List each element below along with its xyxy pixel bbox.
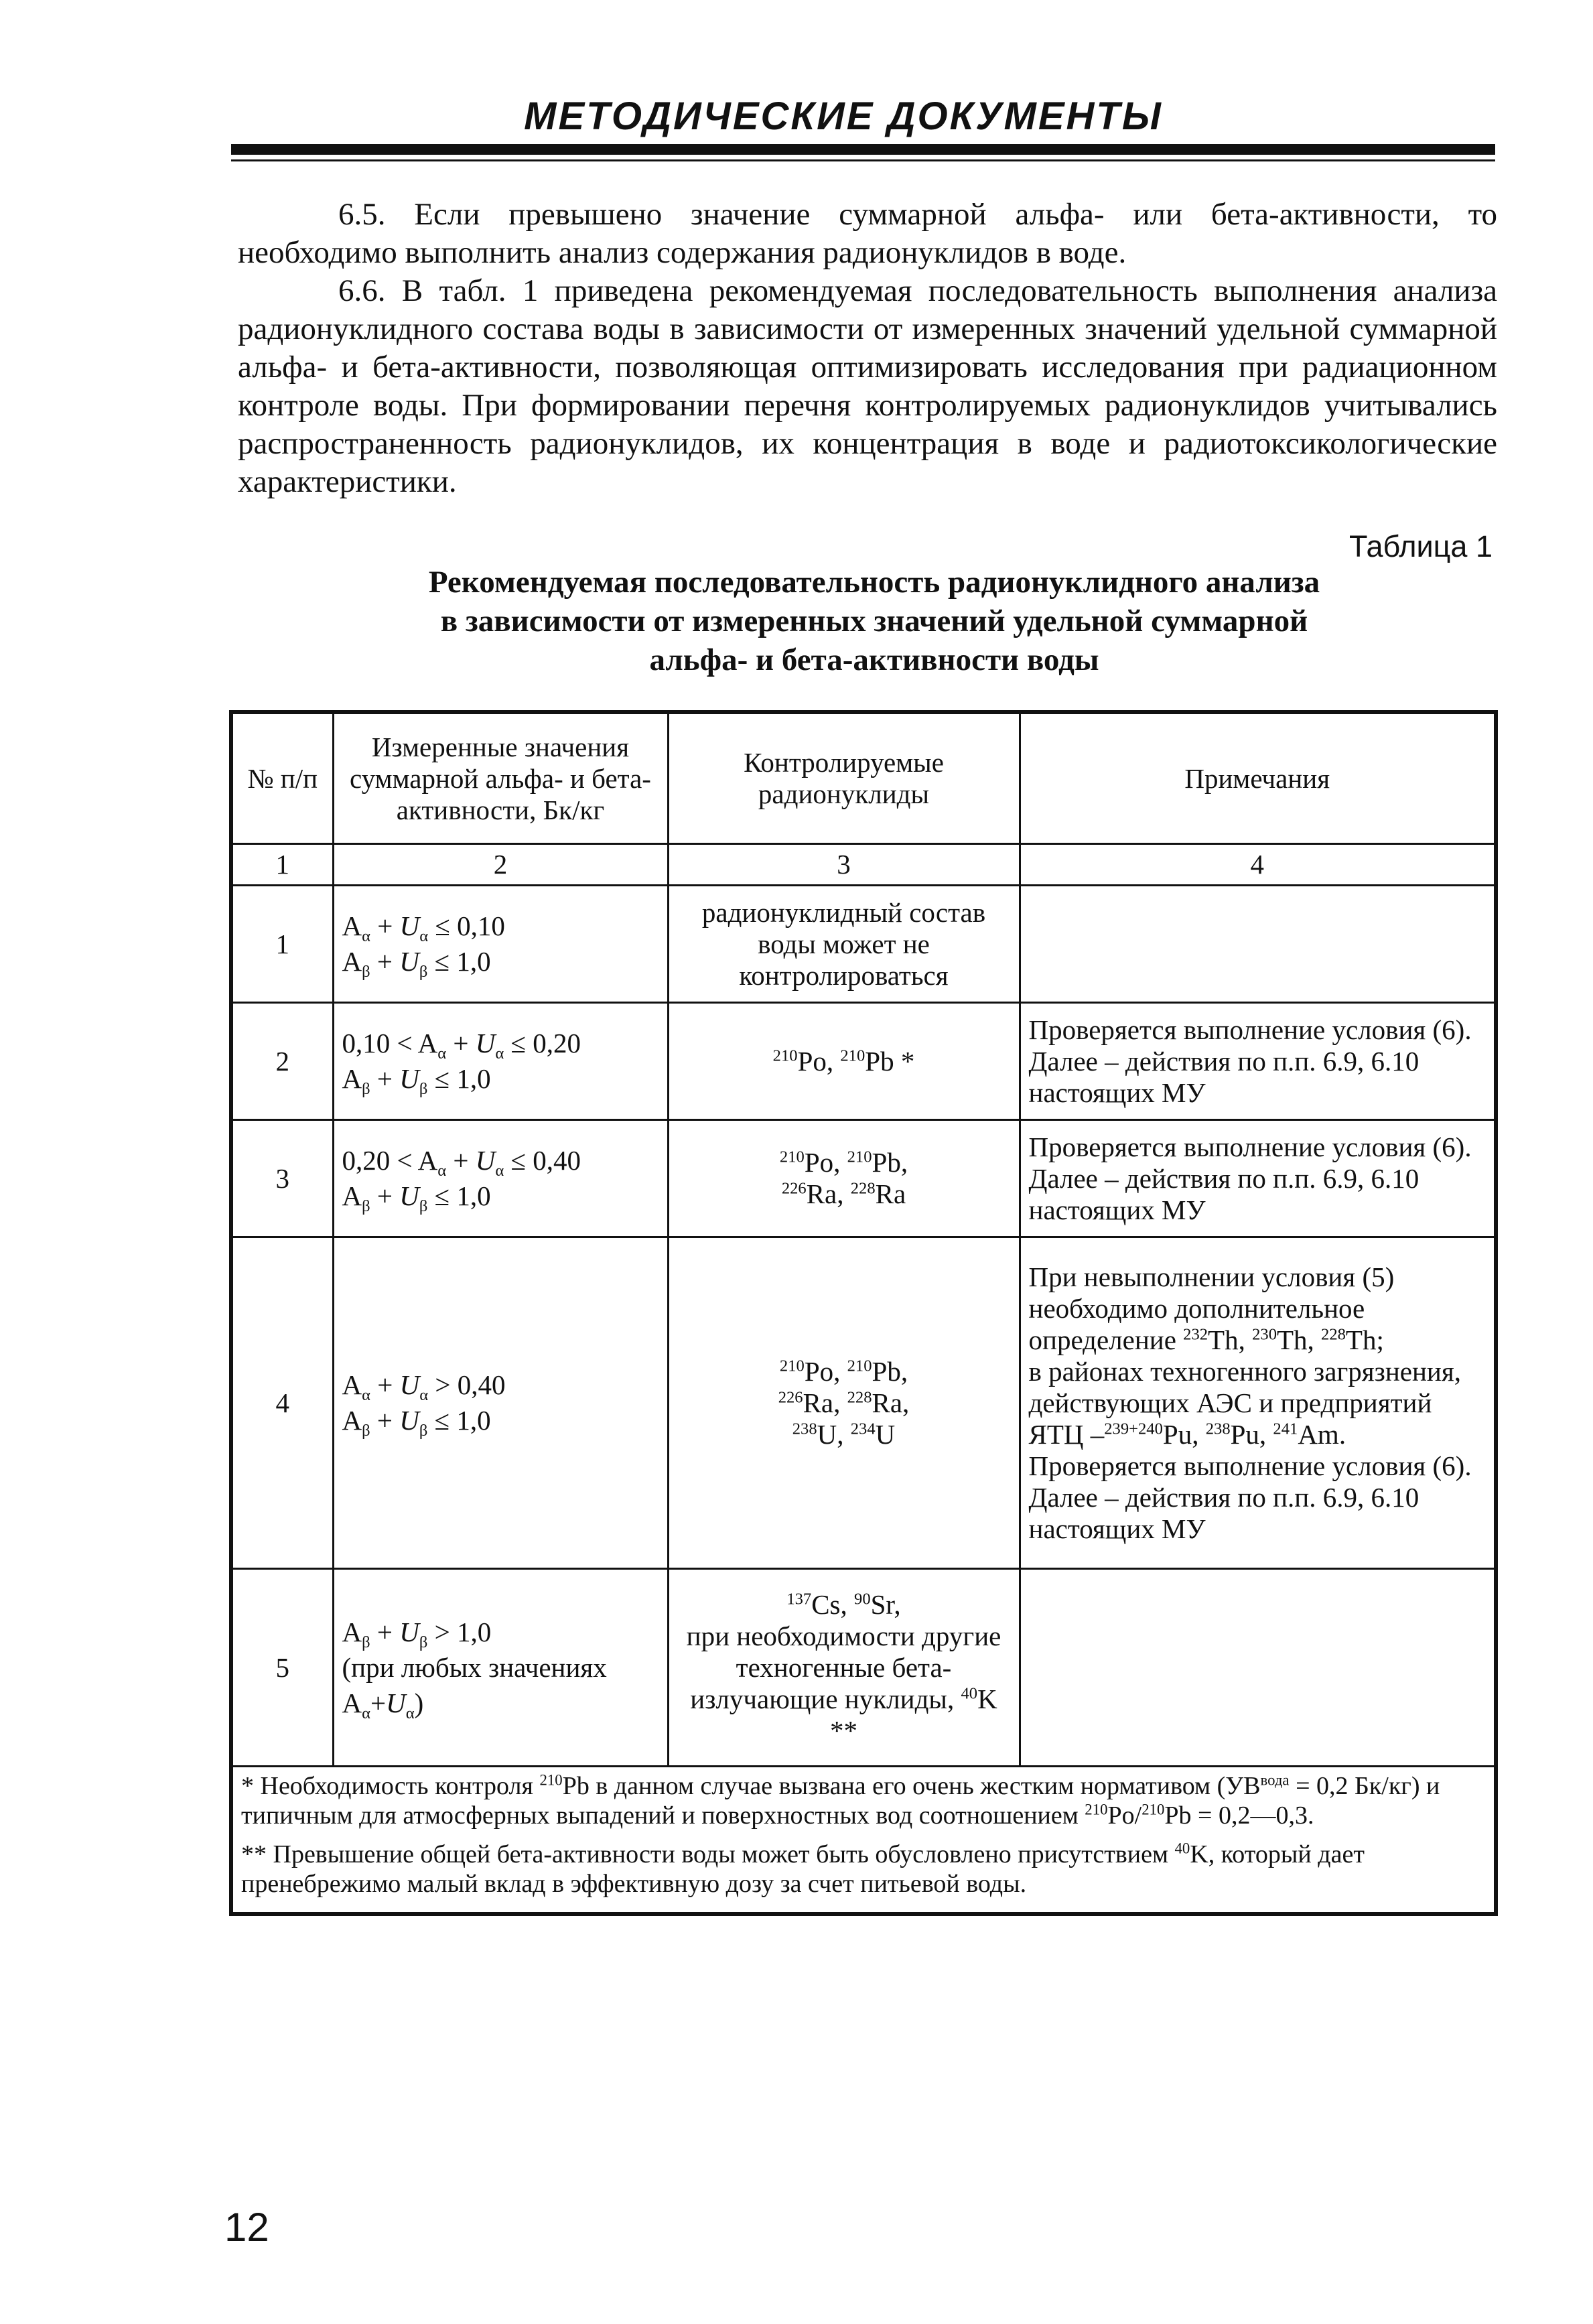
footnote-1: * Необходимость контроля $^{210}$Pb в данном случае вызвана его очень жестким нормативом ($УВ^{вода} = 0,2$ Бк/кг) и типичным для атмосферных выпадений и поверхностных вод соотношением $^{210}$Po/$^{210}$Pb = 0,2—0,3. bbox=[241, 1771, 1440, 1830]
header-cell-num: № п/п bbox=[231, 712, 333, 844]
column-number: 2 bbox=[333, 844, 668, 886]
paragraph-6-6: 6.6. В табл. 1 приведена рекомендуемая последовательность выполнения анализа радионуклидного состава воды в зависимости от измеренных значений удельной суммарной альфа- и бета-активности, позволяющая оптимизировать исследования при радиационном контроле воды. При формировании перечня контролируемых радионуклидов учитывались распространенность радионуклидов, их концентрация в воде и радиотоксикологические характеристики. bbox=[238, 273, 1497, 499]
page-number: 12 bbox=[224, 2205, 269, 2250]
body-text bbox=[238, 196, 1497, 501]
table-label: Таблица 1 bbox=[1349, 529, 1493, 563]
alpha-condition: $0,20 < A_\alpha + U_\alpha \le 0,40$ bbox=[342, 1145, 581, 1180]
table-row bbox=[231, 886, 1496, 1003]
row-number: 3 bbox=[231, 1120, 333, 1237]
nuclides-cell: $^{210}$Po, $^{210}$Pb * bbox=[668, 1003, 1020, 1120]
row-number: 4 bbox=[231, 1237, 333, 1569]
alpha-condition: $A_\alpha + U_\alpha \le 0,10$ bbox=[342, 910, 505, 946]
caption-line: Рекомендуемая последовательность радионуклидного анализа bbox=[428, 565, 1320, 600]
column-number: 3 bbox=[668, 844, 1020, 886]
table-row bbox=[231, 1003, 1496, 1120]
nuclides-cell: $^{137}$Cs, $^{90}$Sr, при необходимости другие техногенные бета-излучающие нуклиды, $^{40}$K ** bbox=[668, 1569, 1020, 1767]
alpha-condition: $0,10 < A_\alpha + U_\alpha \le 0,20$ bbox=[342, 1028, 581, 1063]
caption-line: в зависимости от измеренных значений удельной суммарной bbox=[440, 604, 1308, 638]
notes-cell: Проверяется выполнение условия (6). Далее – действия по п.п. 6.9, 6.10 настоящих МУ bbox=[1020, 1120, 1496, 1237]
header-rule-thin bbox=[231, 159, 1495, 161]
header-cell-notes: Примечания bbox=[1020, 712, 1496, 844]
notes-cell bbox=[1020, 1569, 1496, 1767]
radionuclide-table bbox=[229, 710, 1498, 1916]
nuclides-cell: $^{210}$Po, $^{210}$Pb, $^{226}$Ra, $^{228}$Ra bbox=[668, 1120, 1020, 1237]
header-rule-thick bbox=[231, 144, 1495, 155]
beta-condition: $A_\beta + U_\beta \le 1,0$ bbox=[342, 1180, 491, 1216]
measured-values-cell bbox=[333, 1569, 668, 1767]
measured-values-cell bbox=[333, 886, 668, 1003]
notes-cell bbox=[1020, 886, 1496, 1003]
table-row bbox=[231, 1569, 1496, 1767]
table-row bbox=[231, 1120, 1496, 1237]
measured-values-cell bbox=[333, 1003, 668, 1120]
alpha-expression: $A_\alpha+U_\alpha$) bbox=[342, 1687, 424, 1722]
footnotes-cell bbox=[231, 1767, 1496, 1915]
row-number: 1 bbox=[231, 886, 333, 1003]
beta-condition: $A_\beta + U_\beta > 1,0$ bbox=[342, 1616, 492, 1651]
table-row bbox=[231, 1237, 1496, 1569]
column-number: 4 bbox=[1020, 844, 1496, 886]
caption-line: альфа- и бета-активности воды bbox=[649, 642, 1099, 677]
beta-condition: $A_\beta + U_\beta \le 1,0$ bbox=[342, 1405, 491, 1440]
nuclides-cell: радионуклидный состав воды может не контролироваться bbox=[668, 886, 1020, 1003]
footnote-2: ** Превышение общей бета-активности воды может быть обусловлено присутствием $^{40}$K, который дает пренебрежимо малый вклад в эффективную дозу за счет питьевой воды. bbox=[241, 1840, 1365, 1898]
notes-cell: Проверяется выполнение условия (6). Далее – действия по п.п. 6.9, 6.10 настоящих МУ bbox=[1020, 1003, 1496, 1120]
running-header-title: МЕТОДИЧЕСКИЕ ДОКУМЕНТЫ bbox=[524, 94, 1163, 138]
alpha-condition: $A_\alpha + U_\alpha > 0,40$ bbox=[342, 1369, 506, 1405]
notes-cell: При невыполнении условия (5) необходимо дополнительное определение $^{232}$Th, $^{230}$Th, $^{228}$Th; в районах техногенного загрязнения, действующих АЭС и предприятий ЯТЦ –$^{239+240}$Pu, $^{238}$Pu, $^{241}$Am. Проверяется выполнение условия (6). Далее – действия по п.п. 6.9, 6.10 настоящих МУ bbox=[1020, 1237, 1496, 1569]
paragraph-6-5: 6.5. Если превышено значение суммарной альфа- или бета-активности, то необходимо выполнить анализ содержания радионуклидов в воде. bbox=[238, 197, 1497, 270]
table-header-row bbox=[231, 712, 1496, 844]
table-footnotes-row bbox=[231, 1767, 1496, 1915]
nuclides-cell: $^{210}$Po, $^{210}$Pb, $^{226}$Ra, $^{228}$Ra, $^{238}$U, $^{234}$U bbox=[668, 1237, 1020, 1569]
any-values-note: (при любых значениях bbox=[342, 1651, 607, 1683]
row-number: 2 bbox=[231, 1003, 333, 1120]
measured-values-cell bbox=[333, 1237, 668, 1569]
column-number: 1 bbox=[231, 844, 333, 886]
beta-condition: $A_\beta + U_\beta \le 1,0$ bbox=[342, 1063, 491, 1099]
row-number: 5 bbox=[231, 1569, 333, 1767]
measured-values-cell bbox=[333, 1120, 668, 1237]
beta-condition: $A_\beta + U_\beta \le 1,0$ bbox=[342, 946, 491, 981]
table-caption bbox=[268, 563, 1480, 679]
header-cell-measured: Измеренные значения суммарной альфа- и бета-активности, Бк/кг bbox=[333, 712, 668, 844]
header-cell-nuclides: Контролируемые радионуклиды bbox=[668, 712, 1020, 844]
column-number-row bbox=[231, 844, 1496, 886]
